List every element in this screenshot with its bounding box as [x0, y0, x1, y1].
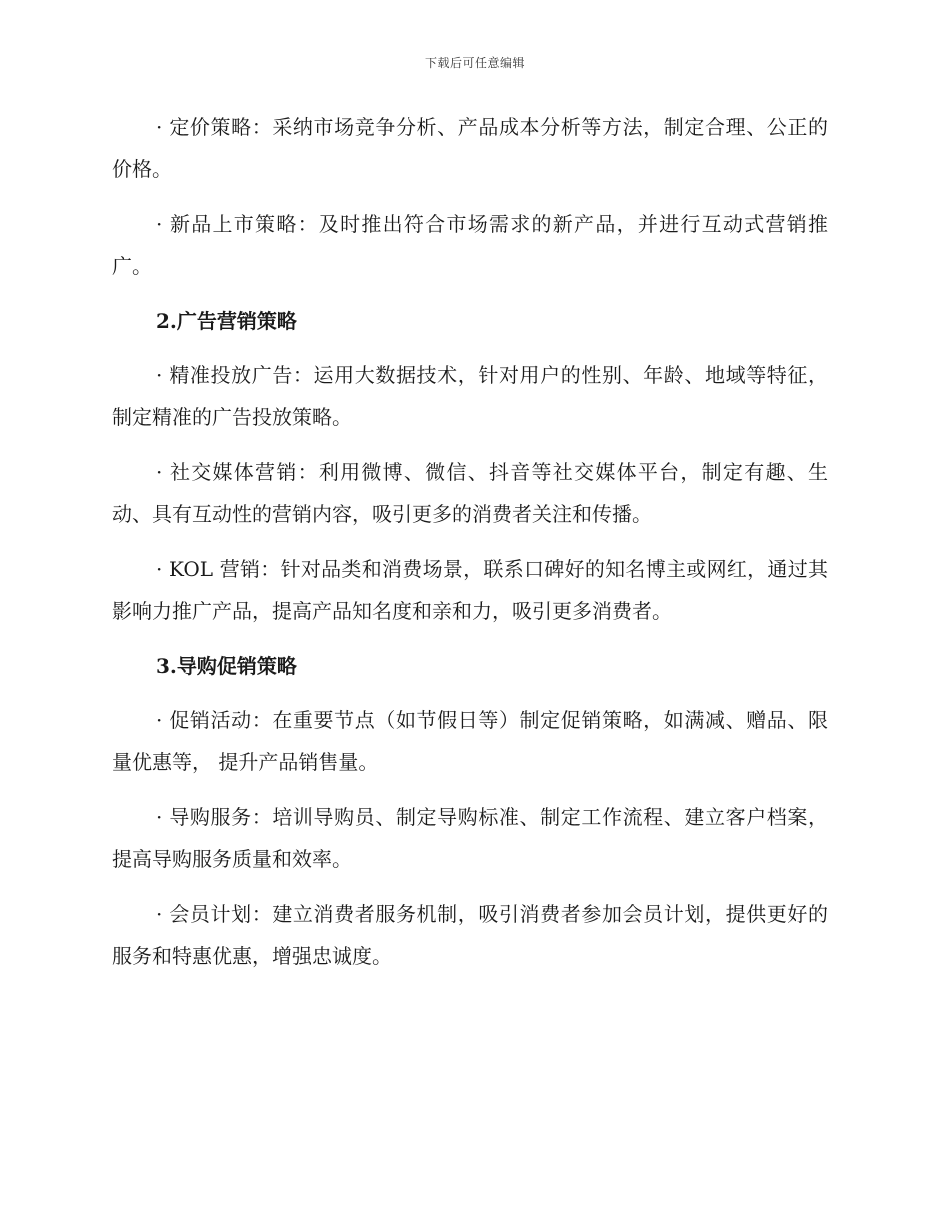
document-body — [112, 106, 828, 990]
membership-plan-paragraph: · 会员计划：建立消费者服务机制，吸引消费者参加会员计划，提供更好的服务和特惠优惠，增强忠诚度。 — [112, 902, 828, 968]
promotion-activities-paragraph: · 促销活动：在重要节点（如节假日等）制定促销策略，如满减、赠品、限量优惠等， 提升产品销售量。 — [112, 708, 828, 774]
kol-marketing-paragraph: · KOL 营销：针对品类和消费场景，联系口碑好的知名博主或网红，通过其影响力推广产品，提高产品知名度和亲和力，吸引更多消费者。 — [112, 557, 828, 623]
page-header: 下载后可任意编辑 — [424, 56, 525, 70]
section-heading-sales-promotion: 3.导购促销策略 — [156, 654, 297, 678]
pricing-strategy-paragraph: · 定价策略：采纳市场竞争分析、产品成本分析等方法，制定合理、公正的价格。 — [112, 115, 828, 181]
new-product-launch-paragraph: · 新品上市策略：及时推出符合市场需求的新产品，并进行互动式营销推广。 — [112, 212, 828, 278]
social-media-marketing-paragraph: · 社交媒体营销：利用微博、微信、抖音等社交媒体平台，制定有趣、生动、具有互动性的营销内容，吸引更多的消费者关注和传播。 — [112, 460, 828, 526]
section-heading-advertising: 2.广告营销策略 — [156, 309, 297, 333]
targeted-ads-paragraph: · 精准投放广告：运用大数据技术，针对用户的性别、年龄、地域等特征，制定精准的广告投放策略。 — [112, 363, 828, 429]
shopping-guide-service-paragraph: · 导购服务：培训导购员、制定导购标准、制定工作流程、建立客户档案，提高导购服务质量和效率。 — [112, 805, 828, 871]
